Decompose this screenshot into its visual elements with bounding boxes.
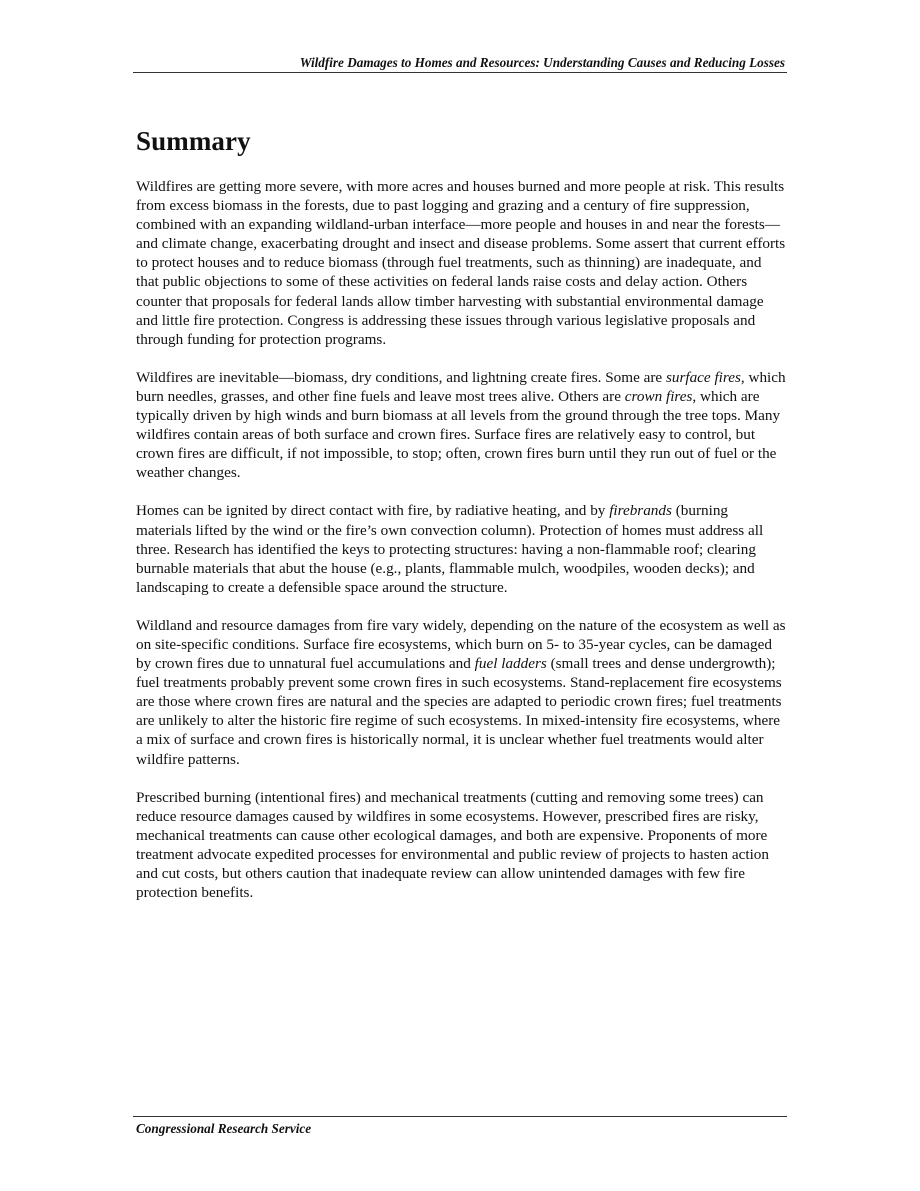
running-header — [133, 55, 787, 73]
paragraph-2-text-a: Wildfires are inevitable—biomass, dry conditions, and lightning create fires. Some are — [136, 368, 666, 386]
paragraph-3-text-b: (burning materials lifted by the wind or the fire’s own convection column). Protection of homes must address all three. Research has identified the keys to protecting structures: having a non-flammable roof; clearing burnable materials that abut the house (e.g., plants, flammable mulch, woodpiles, wooden decks); and landscaping to create a defensible space around the structure. — [136, 502, 764, 596]
running-header-title: Wildfire Damages to Homes and Resources: Understanding Causes and Reducing Losses — [299, 55, 785, 70]
paragraph-4-text-a: Wildland and resource damages from fire vary widely, depending on the nature of the ecosystem as well as on site-specific conditions. Surface fire ecosystems, which burn on 5- to 35-year cycles, can be damaged by crown fires due to unnatural fuel accumulations and — [136, 616, 786, 673]
term-crown-fires: crown fires — [624, 387, 693, 405]
page-title: Summary — [136, 126, 251, 156]
term-firebrands: firebrands — [609, 502, 672, 520]
summary-body — [136, 177, 786, 921]
paragraph-2 — [136, 368, 786, 483]
footer-organization: Congressional Research Service — [136, 1121, 312, 1136]
term-fuel-ladders: fuel ladders — [474, 655, 547, 673]
paragraph-3-text-a: Homes can be ignited by direct contact with fire, by radiative heating, and by — [136, 502, 610, 520]
paragraph-1: Wildfires are getting more severe, with more acres and houses burned and more people at risk. This results from excess biomass in the forests, due to past logging and grazing and a century of fire suppression, combined with an expanding wildland-urban interface—more people and houses in and near the forests—and climate change, exacerbating drought and insect and disease problems. Some assert that current efforts to protect houses and to reduce biomass (through fuel treatments, such as thinning) are inadequate, and that public objections to some of these activities on federal lands raise costs and delay action. Others counter that proposals for federal lands allow timber harvesting with substantial environmental damage and little fire protection. Congress is addressing these issues through various legislative proposals and through funding for protection programs. — [136, 178, 786, 348]
paragraph-2-text-b: , which burn needles, grasses, and other fine fuels and leave most trees alive. Others are — [136, 368, 786, 405]
paragraph-4-text-b: (small trees and dense undergrowth); fuel treatments probably prevent some crown fires in such ecosystems. Stand-replacement fire ecosystems are those where crown fires are natural and the species are adapted to periodic crown fires; fuel treatments are unlikely to alter the historic fire regime of such ecosystems. In mixed-intensity fire ecosystems, where a mix of surface and crown fires is historically normal, it is unclear whether fuel treatments would alter wildfire patterns. — [136, 655, 782, 768]
term-surface-fires: surface fires — [665, 368, 741, 386]
paragraph-3 — [136, 501, 786, 596]
paragraph-5: Prescribed burning (intentional fires) and mechanical treatments (cutting and removing some trees) can reduce resource damages caused by wildfires in some ecosystems. However, prescribed fires are risky, mechanical treatments can cause other ecological damages, and both are expensive. Proponents of more treatment advocate expedited processes for environmental and public review of projects to hasten action and cut costs, but others caution that inadequate review can allow unintended damages with few fire protection benefits. — [136, 788, 769, 902]
paragraph-2-text-c: , which are typically driven by high winds and burn biomass at all levels from the ground through the tree tops. Many wildfires contain areas of both surface and crown fires. Surface fires are relatively easy to control, but crown fires are difficult, if not impossible, to stop; often, crown fires burn until they run out of fuel or the weather changes. — [136, 387, 781, 482]
page-footer — [133, 1116, 787, 1137]
paragraph-4 — [136, 616, 786, 769]
